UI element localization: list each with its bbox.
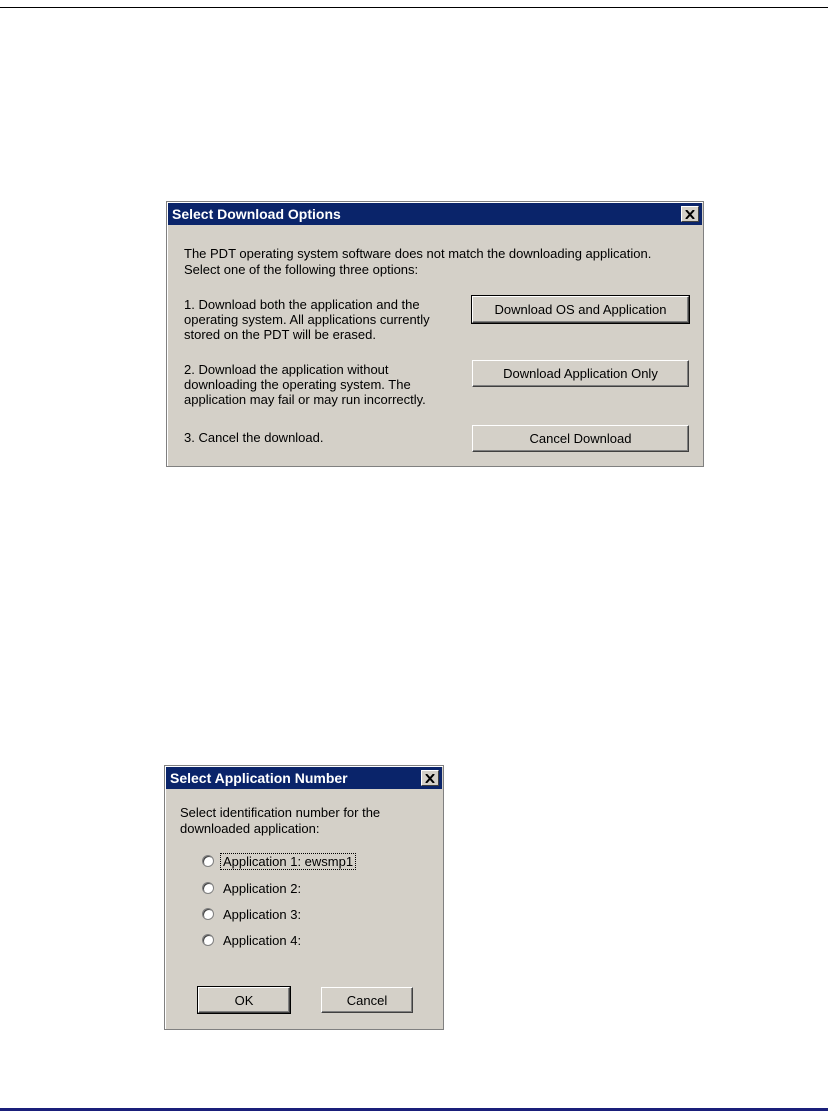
download-application-only-button[interactable]: Download Application Only: [472, 360, 689, 387]
prompt-line-2: downloaded application:: [180, 821, 320, 836]
radio-button[interactable]: [202, 934, 214, 946]
bottom-rule: [0, 1108, 828, 1111]
radio-application-3[interactable]: [202, 906, 303, 922]
radio-label: Application 3:: [223, 906, 302, 922]
ok-button[interactable]: OK: [198, 987, 290, 1013]
cancel-download-button[interactable]: Cancel Download: [472, 425, 689, 452]
close-icon: [685, 210, 695, 219]
radio-label: Application 1: ewsmp1: [223, 853, 354, 869]
dialog-title: Select Application Number: [170, 770, 348, 786]
radio-button[interactable]: [202, 908, 214, 920]
radio-button[interactable]: [202, 855, 214, 867]
prompt-line-1: Select identification number for the: [180, 805, 381, 820]
intro-line-1: The PDT operating system software does not match the downloading application.: [184, 246, 652, 261]
option-3-text: 3. Cancel the download.: [184, 430, 324, 445]
radio-button[interactable]: [202, 882, 214, 894]
select-download-options-dialog: [166, 201, 704, 467]
intro-line-2: Select one of the following three options:: [184, 262, 419, 277]
close-icon: [425, 774, 435, 783]
select-application-number-dialog: [164, 765, 444, 1030]
dialog-title: Select Download Options: [172, 206, 341, 222]
dialog-titlebar: [168, 203, 702, 225]
radio-application-2[interactable]: [202, 880, 303, 896]
radio-label: Application 2:: [223, 880, 302, 896]
dialog-titlebar: [166, 767, 442, 789]
close-button[interactable]: [681, 206, 699, 222]
top-rule: [0, 7, 828, 8]
radio-label: Application 4:: [223, 932, 302, 948]
radio-application-4[interactable]: [202, 932, 303, 948]
download-os-and-application-button[interactable]: Download OS and Application: [472, 296, 689, 323]
close-button[interactable]: [421, 770, 439, 786]
radio-application-1[interactable]: [202, 853, 355, 869]
option-2-text: 2. Download the application without downloading the operating system. The application may fail or may run incorrectly.: [184, 362, 426, 407]
cancel-button[interactable]: Cancel: [321, 987, 413, 1013]
option-1-text: 1. Download both the application and the operating system. All applications currently stored on the PDT will be erased.: [184, 297, 430, 342]
